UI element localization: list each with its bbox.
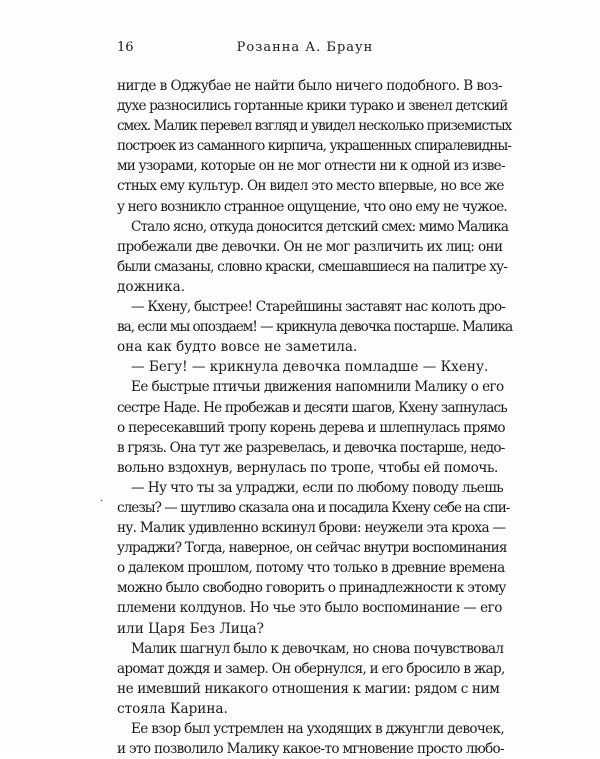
- text-line: построек из саманного кирпича, украшенных спиралевидны-: [117, 138, 511, 155]
- text-line: Ее быстрые птичьи движения напомнили Малику о его: [131, 379, 504, 396]
- text-line: в грязь. Она тут же разревелась, и девочка постарше, недо-: [117, 439, 505, 456]
- text-line: у него возникло странное ощущение, что оно ему не чужое.: [117, 198, 507, 215]
- running-head-author: Розанна А. Браун: [236, 40, 374, 55]
- text-line: дожника.: [117, 278, 186, 295]
- text-line: вольно вздохнув, вернулась по тропе, чтобы ей помочь.: [117, 459, 498, 476]
- text-line: были смазаны, словно краски, смешавшиеся на палитре ху-: [117, 258, 508, 275]
- text-line: — Ну что ты за улраджи, если по любому поводу льешь: [131, 479, 504, 496]
- text-line: племени колдунов. Но чье это было воспоминание — его: [117, 600, 502, 617]
- text-line: стных ему культур. Он видел это место впервые, но все же: [117, 178, 504, 195]
- text-line: стояла Карина.: [117, 700, 228, 717]
- page-number: 16: [117, 40, 134, 55]
- text-line: о далеком прошлом, потому что только в древние времена: [117, 560, 505, 577]
- text-line: ну. Малик удивленно вскинул брови: неужели эта кроха —: [117, 520, 506, 537]
- text-line: — Бегу! — крикнула девочка помладше — Кхену.: [131, 359, 489, 376]
- text-line: пробежали две девочки. Он не мог различить их лиц: они: [117, 238, 503, 255]
- text-line: ва, если мы опоздаем! — крикнула девочка постарше. Малика: [117, 319, 513, 336]
- text-line: ми узорами, которые он не мог отнести ни к одной из изве-: [117, 158, 505, 175]
- text-line: о пересекавший тропу корень дерева и шлепнулась прямо: [117, 419, 505, 436]
- text-line: Ее взор был устремлен на уходящих в джунгли девочек,: [131, 721, 504, 737]
- text-line: она как будто вовсе не заметила.: [117, 339, 358, 356]
- body-text: [117, 76, 513, 759]
- running-head: [117, 40, 493, 60]
- text-line: не имевший никакого отношения к магии: рядом с ним: [117, 680, 500, 697]
- text-line: Стало ясно, откуда доносится детский смех: мимо Малика: [131, 218, 509, 235]
- text-line: — Кхену, быстрее! Старейшины заставят нас колоть дро-: [131, 299, 506, 316]
- text-line: аромат дождя и замер. Он обернулся, и его бросило в жар,: [117, 660, 505, 677]
- text-line: смех. Малик перевел взгляд и увидел несколько приземистых: [117, 118, 512, 135]
- margin-mark: ·: [100, 496, 104, 507]
- text-line: Малик шагнул было к девочкам, но снова почувствовал: [131, 640, 504, 657]
- text-line: сестре Наде. Не пробежав и десяти шагов, Кхену запнулась: [117, 399, 507, 416]
- text-line: можно было свободно говорить о принадлежности к этому: [117, 580, 506, 597]
- text-line: улраджи? Тогда, наверное, он сейчас внутри воспоминания: [117, 540, 507, 557]
- text-line: слезы? — шутливо сказала она и посадила Кхену себе на спи-: [117, 499, 510, 516]
- text-line: или Царя Без Лица?: [117, 620, 264, 637]
- text-line: нигде в Оджубае не найти было ничего подобного. В воз-: [117, 78, 502, 94]
- text-line: духе разносились гортанные крики турако и звенел детский: [117, 98, 508, 115]
- text-line: и это позволило Малику какое-то мгновение просто любо-: [117, 741, 504, 758]
